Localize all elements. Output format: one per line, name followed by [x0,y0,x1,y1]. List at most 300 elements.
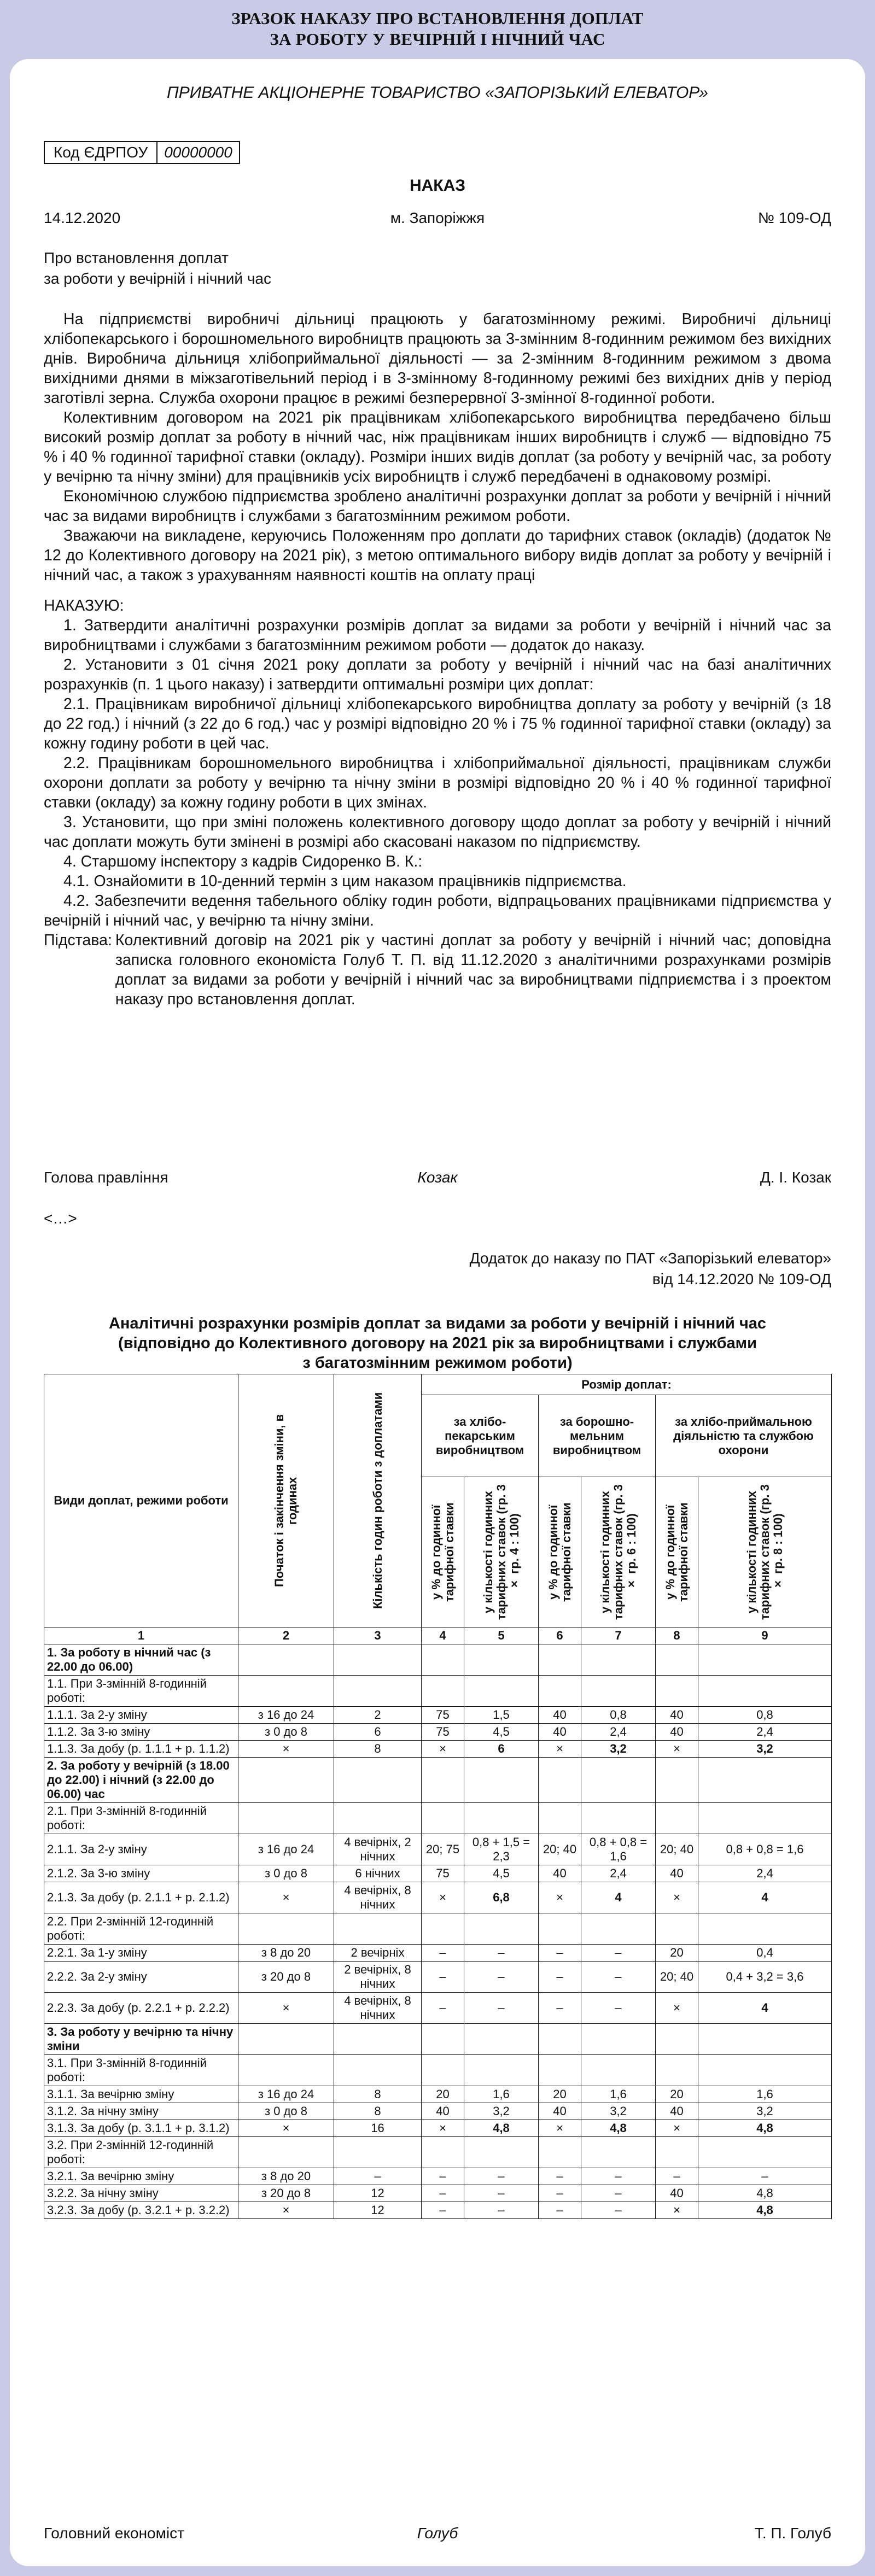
table-cell [334,1803,422,1834]
table-cell: 6 нічних [334,1865,422,1882]
table-row [44,2185,832,2202]
table-cell: 40 [422,2103,464,2120]
table-cell: × [422,2120,464,2137]
table-cell: – [581,2202,656,2219]
table-cell: 20; 75 [422,1834,464,1865]
table-cell: 20; 40 [539,1834,581,1865]
table-cell [464,1803,539,1834]
calculation-title [44,1314,831,1373]
table-cell: 0,8 + 0,8 = 1,6 [581,1834,656,1865]
table-cell: 2,4 [581,1865,656,1882]
table-cell [238,1758,334,1803]
table-cell: 4,8 [698,2120,832,2137]
header-amt-9: у кількості годинних тарифних ставок (гр. 3 × гр. 8 : 100) [744,1484,785,1620]
table-cell: 4,8 [698,2185,832,2202]
signature: Козак [417,1169,458,1186]
row-label: 2.2.3. За добу (р. 2.2.1 + р. 2.2.2) [44,1993,238,2024]
table-cell [422,2055,464,2086]
table-row [44,1945,832,1962]
table-cell [656,2137,698,2168]
table-cell: 0,8 + 1,5 = 2,3 [464,1834,539,1865]
table-cell [464,2055,539,2086]
table-cell [464,2024,539,2055]
column-number: 8 [656,1627,698,1644]
table-cell: 2,4 [698,1865,832,1882]
table-cell [698,1676,832,1707]
row-label: 1.1.2. За 3-ю зміну [44,1724,238,1741]
row-label: 2. За роботу у вечірній (з 18.00 до 22.00) і нічний (з 22.00 до 06.00) час [44,1758,238,1803]
table-cell [238,2024,334,2055]
order-item: 4.1. Ознайомити в 10-денний термін з цим наказом працівників підприємства. [63,873,627,890]
table-cell [422,1913,464,1945]
table-cell [334,1758,422,1803]
row-label: 2.1.3. За добу (р. 2.1.1 + р. 2.1.2) [44,1882,238,1913]
table-cell: – [334,2168,422,2185]
column-number: 7 [581,1627,656,1644]
table-cell: 75 [422,1724,464,1741]
table-cell: 8 [334,2103,422,2120]
order-number: № 109-ОД [758,209,831,226]
paragraph: Економічною службою підприємства зроблено аналітичні розрахунки доплат за роботи у вечірній і нічний час за видами виробництв і службами з багатозмінним режимом роботи. [44,488,831,525]
table-cell: – [464,1945,539,1962]
table-cell: × [539,1741,581,1758]
table-cell: з 0 до 8 [238,1724,334,1741]
table-cell: 3,2 [581,2103,656,2120]
table-cell [464,1913,539,1945]
table-cell [698,1644,832,1676]
table-cell [464,1676,539,1707]
table-cell: з 20 до 8 [238,2185,334,2202]
banner-line-1: ЗРАЗОК НАКАЗУ ПРО ВСТАНОВЛЕННЯ ДОПЛАТ [231,8,644,28]
table-row [44,2086,832,2103]
table-cell: – [539,1962,581,1993]
table-cell [464,2137,539,2168]
table-cell: – [422,2202,464,2219]
header-amt-5: у кількості годинних тарифних ставок (гр. 3 × гр. 4 : 100) [481,1484,521,1620]
table-cell: 4 вечірніх, 2 нічних [334,1834,422,1865]
signer-name: Т. П. Голуб [754,2525,831,2542]
table-cell: з 16 до 24 [238,1834,334,1865]
table-cell: з 0 до 8 [238,2103,334,2120]
row-label: 3.2. При 2-змінній 12-годинній роботі: [44,2137,238,2168]
table-cell [581,1803,656,1834]
column-number: 3 [334,1627,422,1644]
table-cell: – [581,1962,656,1993]
order-word: НАКАЗУЮ: [44,597,124,614]
table-cell: – [422,1962,464,1993]
order-subject [44,248,271,289]
row-label: 3. За роботу у вечірню та нічну зміни [44,2024,238,2055]
edrpou-label: Код ЄДРПОУ [44,142,157,163]
table-cell: × [238,1993,334,2024]
signature: Голуб [417,2525,458,2542]
table-cell: 40 [539,1707,581,1724]
table-cell: 4,8 [581,2120,656,2137]
signer-name: Д. І. Козак [760,1169,831,1186]
table-row [44,1676,832,1707]
table-cell [238,2137,334,2168]
table-cell [422,2024,464,2055]
table-cell: – [656,2168,698,2185]
table-row [44,1758,832,1803]
header-hours: Кількість годин роботи з доплатами [370,1392,384,1609]
table-cell [656,2024,698,2055]
table-cell [581,1913,656,1945]
table-cell: 8 [334,1741,422,1758]
table-cell [334,2055,422,2086]
table-cell [422,1676,464,1707]
table-row [44,1882,832,1913]
row-label: 2.1. При 3-змінній 8-годинній роботі: [44,1803,238,1834]
order-city: м. Запоріжжя [390,209,485,226]
table-cell [581,1758,656,1803]
table-cell: 4,8 [698,2202,832,2219]
edrpou-value: 00000000 [157,142,240,163]
column-number: 4 [422,1627,464,1644]
table-cell: – [464,2185,539,2202]
header-pct: у % до годинної тарифної ставки [546,1502,573,1602]
table-cell [238,1803,334,1834]
table-cell [698,2137,832,2168]
table-cell: 12 [334,2202,422,2219]
table-cell: 20 [656,1945,698,1962]
table-row [44,1741,832,1758]
table-cell [656,1803,698,1834]
table-cell [422,1644,464,1676]
table-cell: × [656,1741,698,1758]
column-number: 6 [539,1627,581,1644]
header-amt-cell [581,1477,656,1627]
table-row [44,2202,832,2219]
column-number: 9 [698,1627,832,1644]
table-cell: 0,8 [698,1707,832,1724]
table-cell: – [581,2185,656,2202]
table-cell: з 16 до 24 [238,1707,334,1724]
column-number: 1 [44,1627,238,1644]
header-kind: Види доплат, режими роботи [44,1374,238,1627]
paragraph: Зважаючи на викладене, керуючись Положенням про доплати до тарифних ставок (окладів) (додаток № 12 до Колективного договору на 2021 рік), з метою оптимального вибору видів доплат за роботу у вечірній і нічний час, а також з урахуванням наявності коштів на оплату праці [44,527,831,584]
header-receiving: за хлібо-приймальною діяльністю та службою охорони [656,1395,832,1477]
column-number: 2 [238,1627,334,1644]
table-cell [698,2055,832,2086]
row-label: 2.2.1. За 1-у зміну [44,1945,238,1962]
table-cell: 3,2 [698,2103,832,2120]
table-cell: 20; 40 [656,1834,698,1865]
table-cell [238,1913,334,1945]
table-cell: 2,4 [698,1724,832,1741]
table-cell: 4,5 [464,1865,539,1882]
header-amt-7: у кількості годинних тарифних ставок (гр. 3 × гр. 6 : 100) [598,1484,638,1620]
row-label: 1.1.3. За добу (р. 1.1.1 + р. 1.1.2) [44,1741,238,1758]
table-cell: × [238,1882,334,1913]
table-cell: 4 [698,1993,832,2024]
row-label: 3.2.1. За вечірню зміну [44,2168,238,2185]
table-cell: 40 [539,1865,581,1882]
header-amt-cell [464,1477,539,1627]
basis-text: Колективний договір на 2021 рік у частині доплат за роботу у вечірній і нічний час; доповідна записка головного економіста Голуб Т. П. від 11.12.2020 з аналітичними розрахунками розмірів доплат за видами за роботи у вечірній і нічний час за виробництвами підприємства і з проектом наказу про встановлення доплат. [115,932,831,1008]
table-cell: з 0 до 8 [238,1865,334,1882]
header-amt-cell [698,1477,832,1627]
table-cell: – [698,2168,832,2185]
table-cell: з 8 до 20 [238,1945,334,1962]
table-cell [539,1913,581,1945]
table-cell: з 16 до 24 [238,2086,334,2103]
table-cell [656,2055,698,2086]
table-row [44,2168,832,2185]
table-cell [698,1913,832,1945]
paragraph: Колективним договором на 2021 рік працівникам хлібопекарського виробництва передбачено більш високий розмір доплат за роботу в нічний час, ніж працівникам інших виробництв і служб — відповідно 75 % і 40 % годинної тарифної ставки (окладу). Розміри інших видів доплат (за роботу у вечірній час, за роботу у вечірню та нічну зміни) для працівників усіх виробництв і служб передбачені в однаковому розмірі. [44,409,831,485]
column-number: 5 [464,1627,539,1644]
annex-line-1: Додаток до наказу по ПАТ «Запорізький елеватор» [469,1250,831,1267]
edrpou-box [44,141,240,164]
table-cell: 1,6 [464,2086,539,2103]
header-size: Розмір доплат: [422,1374,832,1395]
header-pct-cell [656,1477,698,1627]
table-cell [422,2137,464,2168]
table-cell: × [656,1882,698,1913]
table-cell: 0,8 [581,1707,656,1724]
order-item: 4.2. Забезпечити ведення табельного обліку годин роботи, відпрацьованих працівниками підприємства у вечірній і нічний час, у вечірню та нічну зміни. [44,892,831,929]
table-cell: × [422,1741,464,1758]
table-cell: 40 [656,2185,698,2202]
table-cell: 20 [422,2086,464,2103]
table-cell [581,2137,656,2168]
table-cell: – [539,1945,581,1962]
row-label: 1. За роботу в нічний час (з 22.00 до 06.00) [44,1644,238,1676]
table-cell: 0,8 + 0,8 = 1,6 [698,1834,832,1865]
table-cell [539,2055,581,2086]
table-cell: 1,6 [698,2086,832,2103]
table-cell: 40 [656,2103,698,2120]
table-cell [581,1676,656,1707]
table-cell: – [422,1993,464,2024]
table-cell: 20 [539,2086,581,2103]
row-label: 3.1. При 3-змінній 8-годинній роботі: [44,2055,238,2086]
table-cell: × [422,1882,464,1913]
table-cell [656,1758,698,1803]
table-cell: 6 [334,1724,422,1741]
table-cell: 0,4 [698,1945,832,1962]
table-cell [238,1644,334,1676]
table-cell [581,1644,656,1676]
table-cell [334,1913,422,1945]
table-cell: – [464,1993,539,2024]
row-label: 3.1.2. За нічну зміну [44,2103,238,2120]
table-cell: 4 [581,1882,656,1913]
table-cell: 2 вечірніх, 8 нічних [334,1962,422,1993]
table-cell [334,1676,422,1707]
table-cell: × [238,1741,334,1758]
table-cell [422,1758,464,1803]
table-cell: × [656,2120,698,2137]
table-row [44,2120,832,2137]
table-cell [334,1644,422,1676]
table-cell: – [464,1962,539,1993]
company-name: ПРИВАТНЕ АКЦІОНЕРНЕ ТОВАРИСТВО «ЗАПОРІЗЬКИЙ ЕЛЕВАТОР» [167,84,708,102]
table-cell: – [581,2168,656,2185]
table-cell: × [539,1882,581,1913]
table-cell: 0,4 + 3,2 = 3,6 [698,1962,832,1993]
table-cell: 4,8 [464,2120,539,2137]
order-body [44,309,831,1009]
signer-position: Головний економіст [44,2525,184,2542]
table-cell: – [464,2202,539,2219]
table-cell: – [422,2168,464,2185]
table-cell [334,2137,422,2168]
order-item: 2.2. Працівникам борошномельного виробництва і хлібоприймальної діяльності, працівникам служби охорони доплати за роботу у вечірню та нічну зміни в розмірі відповідно 20 % і 40 % годинної тарифної ставки (окладу) за кожну годину роботи в цих змінах. [44,754,831,811]
order-item: 1. Затвердити аналітичні розрахунки розмірів доплат за видами за роботи у вечірній і нічний час за виробництвами і службами з багатозмінним режимом роботи — додаток до наказу. [44,617,831,654]
row-label: 2.2.2. За 2-у зміну [44,1962,238,1993]
table-cell [464,1758,539,1803]
table-cell: 40 [539,2103,581,2120]
table-row [44,1644,832,1676]
table-cell: 20; 40 [656,1962,698,1993]
table-cell: × [238,2120,334,2137]
calculation-title-line-3: з багатозмінним режимом роботи) [302,1354,573,1372]
row-label: 3.2.3. За добу (р. 3.2.1 + р. 3.2.2) [44,2202,238,2219]
table-cell: 40 [656,1724,698,1741]
table-cell: з 20 до 8 [238,1962,334,1993]
table-cell [698,1803,832,1834]
order-subject-line-2: за роботи у вечірній і нічний час [44,270,271,287]
header-shift-cell [238,1374,334,1627]
table-cell [464,1644,539,1676]
table-row [44,1707,832,1724]
table-cell: 1,6 [581,2086,656,2103]
table-cell [656,1913,698,1945]
table-cell: 20 [656,2086,698,2103]
row-label: 2.2. При 2-змінній 12-годинній роботі: [44,1913,238,1945]
table-cell: – [581,1993,656,2024]
table-cell: – [422,2185,464,2202]
table-cell [238,2055,334,2086]
order-date: 14.12.2020 [44,209,121,226]
table-cell: 12 [334,2185,422,2202]
table-row [44,2024,832,2055]
order-title: НАКАЗ [409,177,466,195]
table-cell: 75 [422,1707,464,1724]
table-cell: 3,2 [581,1741,656,1758]
table-cell [581,2024,656,2055]
row-label: 1.1. При 3-змінній 8-годинній роботі: [44,1676,238,1707]
document-sheet [10,59,865,2566]
table-cell: 2 [334,1707,422,1724]
table-cell [656,1676,698,1707]
row-label: 2.1.1. За 2-у зміну [44,1834,238,1865]
table-cell: 4,5 [464,1724,539,1741]
header-pct: у % до годинної тарифної ставки [663,1502,690,1602]
table-cell: 75 [422,1865,464,1882]
table-row [44,1913,832,1945]
table-cell [539,1676,581,1707]
header-shift: Початок і закінчення зміни, в годинах [272,1414,299,1588]
header-hours-cell [334,1374,422,1627]
order-item: 2. Установити з 01 січня 2021 року доплати за роботу у вечірній і нічний час на базі аналітичних розрахунків (п. 1 цього наказу) і затвердити оптимальні розміри цих доплат: [44,656,831,693]
header-pct-cell [539,1477,581,1627]
omission-mark: <…> [44,1210,77,1227]
basis-label: Підстава: [44,932,112,949]
header-pct: у % до годинної тарифної ставки [429,1502,456,1602]
table-row [44,2055,832,2086]
table-cell: 4 вечірніх, 8 нічних [334,1993,422,2024]
table-cell: – [539,1993,581,2024]
document-banner [0,0,875,57]
table-row [44,1803,832,1834]
table-cell: 6,8 [464,1882,539,1913]
header-pct-cell [422,1477,464,1627]
table-row [44,1865,832,1882]
table-cell: 4 вечірніх, 8 нічних [334,1882,422,1913]
table-cell: – [464,2168,539,2185]
annex-header [470,1248,831,1290]
table-cell [539,1758,581,1803]
annex-line-2: від 14.12.2020 № 109-ОД [652,1271,831,1287]
table-cell [698,1758,832,1803]
order-item: 4. Старшому інспектору з кадрів Сидоренко В. К.: [63,853,423,870]
row-label: 3.1.3. За добу (р. 3.1.1 + р. 3.1.2) [44,2120,238,2137]
table-cell [539,1644,581,1676]
table-cell: – [539,2185,581,2202]
table-row [44,1834,832,1865]
table-cell [656,1644,698,1676]
table-cell [698,2024,832,2055]
calculation-table-body [44,1644,832,2219]
calculation-table [44,1374,832,2219]
table-cell: 2,4 [581,1724,656,1741]
table-cell [539,2024,581,2055]
table-cell: 40 [656,1707,698,1724]
table-row [44,1962,832,1993]
table-cell: × [656,1993,698,2024]
table-cell: – [422,1945,464,1962]
table-cell: × [656,2202,698,2219]
header-mill: за борошно-мельним виробництвом [539,1395,656,1477]
table-cell: 3,2 [464,2103,539,2120]
header-bakery: за хлібо-пекарським виробництвом [422,1395,539,1477]
table-row [44,2103,832,2120]
table-cell: – [539,2168,581,2185]
table-cell: 40 [539,1724,581,1741]
table-cell: – [581,1945,656,1962]
table-cell: 40 [656,1865,698,1882]
paragraph: На підприємстві виробничі дільниці працюють у багатозмінному режимі. Виробничі дільниці хлібопекарського і борошномельного виробництв працюють за 3-змінним 8-годинним режимом без вихідних днів. Виробнича дільниця хлібоприймальної діяльності — за 2-змінним 8-годинним режимом з двома вихідними днями в міжзаготівельний період і в 3-змінному 8-годинному режимі без вихідних днів у період заготівлі зерна. Служба охорони працює в режимі безперервної 3-змінної 8-годинної роботи. [44,311,831,407]
order-item: 3. Установити, що при зміні положень колективного договору щодо доплат за роботу у вечірній і нічний час доплати можуть бути змінені в розмірі або скасовані наказом по підприємству. [44,813,831,851]
table-cell: 6 [464,1741,539,1758]
table-cell: 8 [334,2086,422,2103]
banner-line-2: ЗА РОБОТУ У ВЕЧІРНІЙ І НІЧНИЙ ЧАС [270,29,605,49]
table-row [44,1993,832,2024]
table-cell: 1,5 [464,1707,539,1724]
table-row [44,2137,832,2168]
calculation-title-line-2: (відповідно до Колективного договору на 2021 рік за виробництвами і службами [118,1334,757,1352]
row-label: 3.1.1. За вечірню зміну [44,2086,238,2103]
table-cell [422,1803,464,1834]
table-cell: з 8 до 20 [238,2168,334,2185]
row-label: 2.1.2. За 3-ю зміну [44,1865,238,1882]
table-cell [581,2055,656,2086]
order-subject-line-1: Про встановлення доплат [44,249,229,266]
table-cell: 4 [698,1882,832,1913]
table-cell: × [539,2120,581,2137]
row-label: 1.1.1. За 2-у зміну [44,1707,238,1724]
calculation-title-line-1: Аналітичні розрахунки розмірів доплат за видами за роботи у вечірній і нічний час [108,1315,767,1332]
table-row [44,1724,832,1741]
table-cell: × [238,2202,334,2219]
table-cell [539,1803,581,1834]
order-item: 2.1. Працівникам виробничої дільниці хлібопекарського виробництва доплату за роботу у вечірній (з 18 до 22 год.) і нічний (з 22 до 6 год.) час у розмірі відповідно 20 % і 75 % годинної тарифної ставки (окладу) за кожну годину роботи в цей час. [44,695,831,752]
table-cell [238,1676,334,1707]
table-cell: – [539,2202,581,2219]
